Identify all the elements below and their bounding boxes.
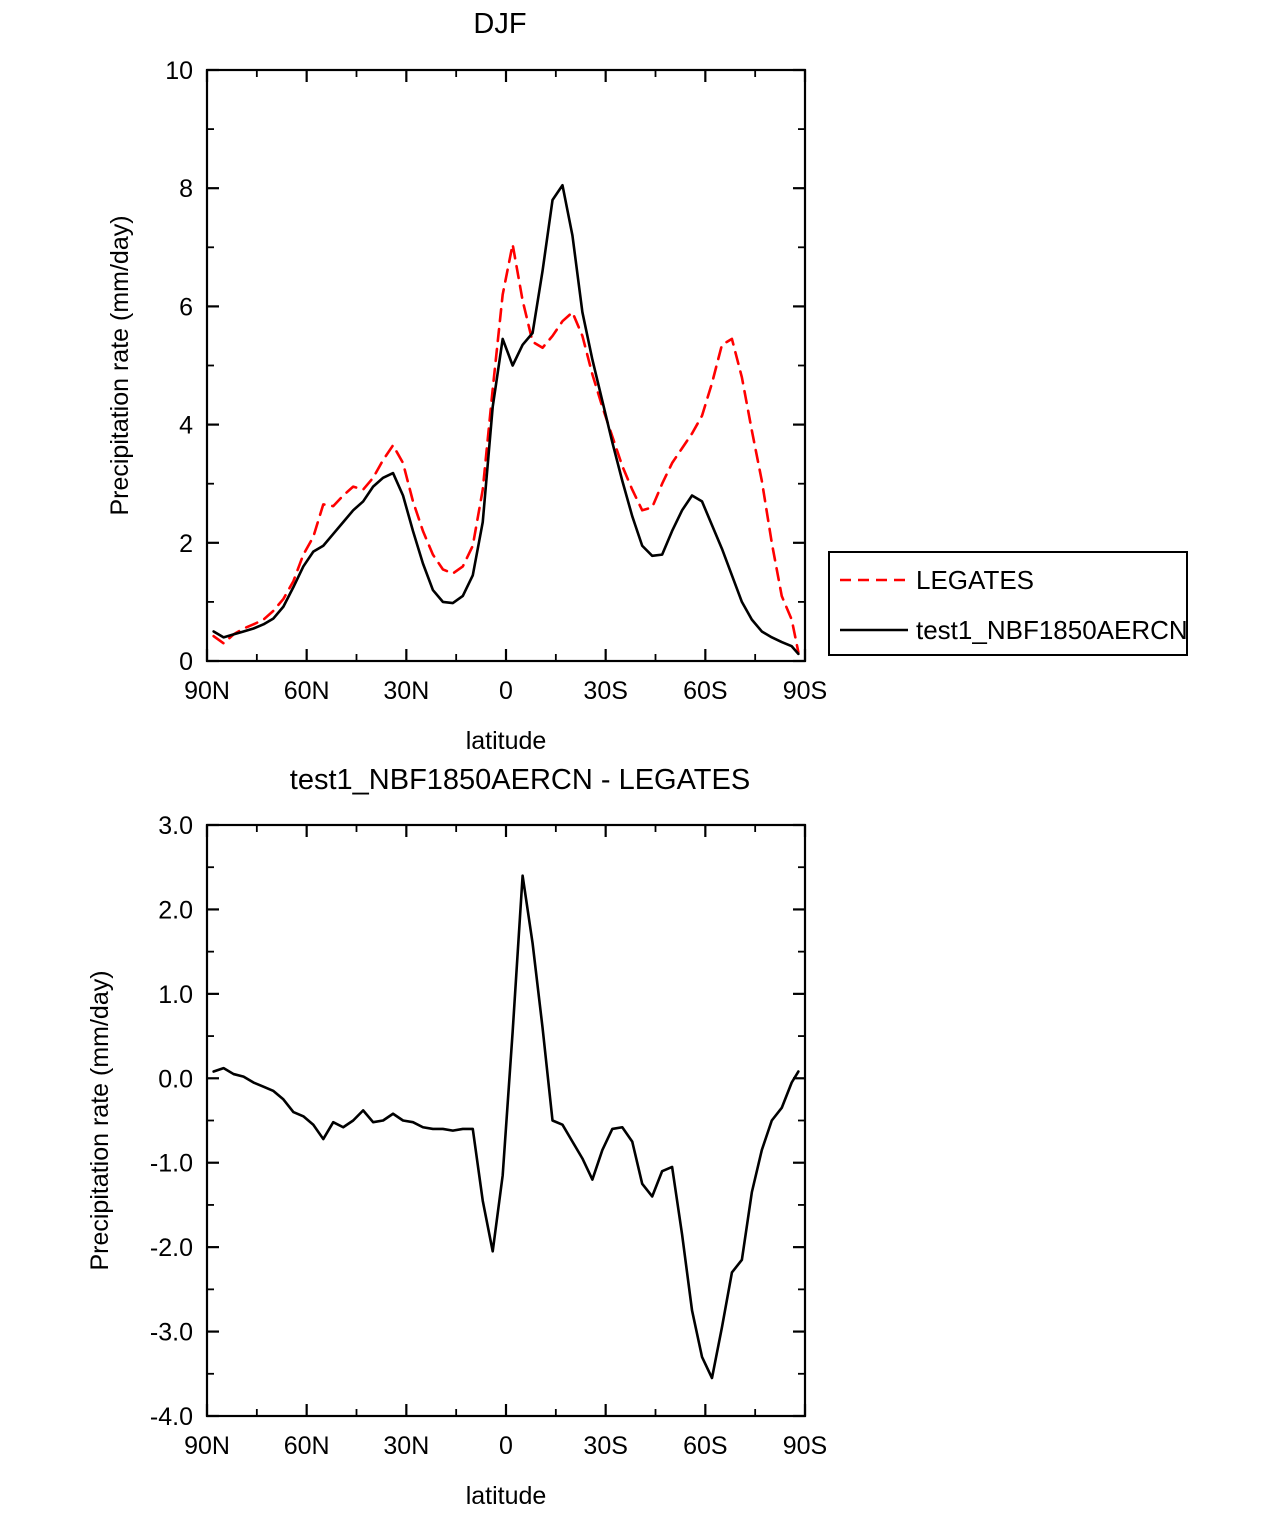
y-tick-label: 8 [179,175,193,204]
x-tick-label: 90S [782,677,828,705]
series-line [214,185,799,654]
x-tick-label: 60N [283,677,330,705]
bottom-chart-panel [0,750,1285,1517]
x-tick-label: 90S [782,1432,828,1460]
y-tick-label: -2.0 [149,1234,193,1263]
y-tick-label: 3.0 [158,812,193,840]
y-axis-label: Precipitation rate (mm/day) [86,970,114,1271]
x-tick-label: 60S [683,1432,728,1460]
y-tick-label: 0 [179,648,193,676]
series-line [214,244,799,652]
y-tick-label: 2 [179,529,193,558]
legend-label-legates: LEGATES [916,564,1035,595]
x-tick-label: 60N [283,1432,330,1460]
x-tick-label: 30N [383,677,430,705]
y-tick-label: 2.0 [158,896,193,925]
legend-swatch-legates [838,570,910,590]
x-axis-label: latitude [465,1482,547,1510]
y-tick-label: 1.0 [158,980,193,1009]
y-tick-label: 4 [179,411,193,440]
y-tick-label: 0.0 [158,1065,193,1094]
y-tick-label: -4.0 [149,1403,193,1431]
y-tick-label: -1.0 [149,1149,193,1178]
y-tick-label: -3.0 [149,1318,193,1347]
x-tick-label: 90N [184,1432,230,1460]
legend-label-test1: test1_NBF1850AERCN [916,614,1188,645]
y-tick-label: 10 [165,57,193,85]
legend-item-legates [830,555,1186,605]
bottom-chart-plot [0,750,1285,1517]
x-tick-label: 30S [583,677,628,705]
legend-swatch-test1 [838,620,910,640]
bottom-chart-title: test1_NBF1850AERCN - LEGATES [289,764,751,796]
legend-item-test1 [830,605,1186,655]
x-tick-label: 30N [383,1432,430,1460]
x-tick-label: 0 [499,677,513,705]
y-axis-label: Precipitation rate (mm/day) [106,215,134,516]
x-axis-label: latitude [465,727,547,755]
x-tick-label: 30S [583,1432,628,1460]
series-line [214,876,799,1378]
x-tick-label: 0 [499,1432,513,1460]
x-tick-label: 90N [184,677,230,705]
chart-legend [828,551,1188,656]
x-tick-label: 60S [683,677,728,705]
top-chart-title: DJF [473,8,527,40]
y-tick-label: 6 [179,293,193,322]
